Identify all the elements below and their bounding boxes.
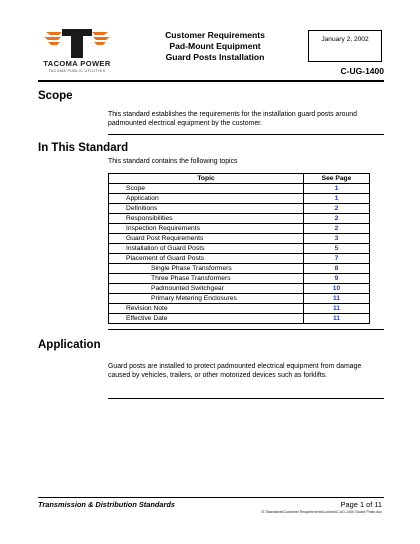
- page-cell: 2: [304, 204, 370, 214]
- table-row: [109, 224, 370, 234]
- page-cell: 7: [304, 254, 370, 264]
- application-text: Guard posts are installed to protect padmounted electrical equipment from damage caused by vehicles, trailers, or other motorized devices such as forklifts.: [108, 363, 362, 380]
- table-row: [109, 194, 370, 204]
- page-cell: 11: [304, 294, 370, 304]
- topic-cell: Effective Date: [109, 314, 304, 324]
- title-line-1: Customer Requirements: [165, 30, 265, 40]
- topic-cell: Application: [109, 194, 304, 204]
- page-cell: 3: [304, 234, 370, 244]
- page-number: Page 1 of 11: [340, 500, 382, 509]
- table-row: [109, 244, 370, 254]
- document-number: C-UG-1400: [340, 66, 384, 76]
- page-column-header: See Page: [304, 174, 370, 184]
- page-cell: 10: [304, 284, 370, 294]
- logo-mark-icon: [40, 26, 114, 60]
- table-header-row: [109, 174, 370, 184]
- scope-divider: [108, 134, 384, 135]
- topics-table: [108, 173, 370, 324]
- topic-cell: Installation of Guard Posts: [109, 244, 304, 254]
- scope-heading: Scope: [38, 90, 73, 102]
- topic-cell: Definitions: [109, 204, 304, 214]
- footer-divider: [38, 497, 384, 498]
- header-divider: [38, 80, 384, 82]
- table-row: [109, 184, 370, 194]
- page-cell: 11: [304, 304, 370, 314]
- topic-cell: Scope: [109, 184, 304, 194]
- footer-title: Transmission & Distribution Standards: [38, 500, 176, 509]
- topic-column-header: Topic: [109, 174, 304, 184]
- tacoma-power-logo: [40, 26, 114, 78]
- table-row: [109, 284, 370, 294]
- table-row: [109, 294, 370, 304]
- page-cell: 11: [304, 314, 370, 324]
- page-cell: 1: [304, 194, 370, 204]
- table-row: [109, 204, 370, 214]
- application-heading: Application: [38, 339, 101, 351]
- title-line-2: Pad-Mount Equipment: [169, 41, 261, 51]
- application-divider: [108, 398, 384, 399]
- scope-text: This standard establishes the requirements for the installation guard posts around padmounted electrical equipment by the customer.: [108, 111, 357, 128]
- table-row: [109, 214, 370, 224]
- topics-intro: This standard contains the following topics: [108, 158, 238, 165]
- topic-cell: Placement of Guard Posts: [109, 254, 304, 264]
- topics-table-body: [109, 184, 370, 324]
- table-row: [109, 274, 370, 284]
- file-path: \\T-Standards\Customer Requirements\Locked\C-UG-1400 Guard Posts.doc: [260, 510, 382, 514]
- page-cell: 2: [304, 214, 370, 224]
- table-row: [109, 314, 370, 324]
- document-date: January 2, 2002: [321, 36, 369, 43]
- topic-cell: Guard Post Requirements: [109, 234, 304, 244]
- logo-tagline: TACOMA PUBLIC UTILITIES: [48, 69, 106, 73]
- topics-divider: [108, 329, 384, 330]
- page-cell: 2: [304, 224, 370, 234]
- in-this-standard-heading: In This Standard: [38, 142, 129, 154]
- topic-cell: Padmounted Switchgear: [109, 284, 304, 294]
- topic-cell: Revision Note: [109, 304, 304, 314]
- page-cell: 1: [304, 184, 370, 194]
- logo-name: TACOMA POWER: [43, 59, 111, 68]
- table-row: [109, 234, 370, 244]
- topic-cell: Responsibilities: [109, 214, 304, 224]
- topic-cell: Three Phase Transformers: [109, 274, 304, 284]
- title-line-3: Guard Posts Installation: [165, 52, 265, 62]
- table-row: [109, 304, 370, 314]
- table-row: [109, 264, 370, 274]
- date-box: [308, 30, 382, 62]
- table-row: [109, 254, 370, 264]
- topic-cell: Single Phase Transformers: [109, 264, 304, 274]
- document-title: [140, 30, 290, 63]
- page-cell: 5: [304, 244, 370, 254]
- page-cell: 8: [304, 264, 370, 274]
- topic-cell: Inspection Requirements: [109, 224, 304, 234]
- page-cell: 9: [304, 274, 370, 284]
- topic-cell: Primary Metering Enclosures: [109, 294, 304, 304]
